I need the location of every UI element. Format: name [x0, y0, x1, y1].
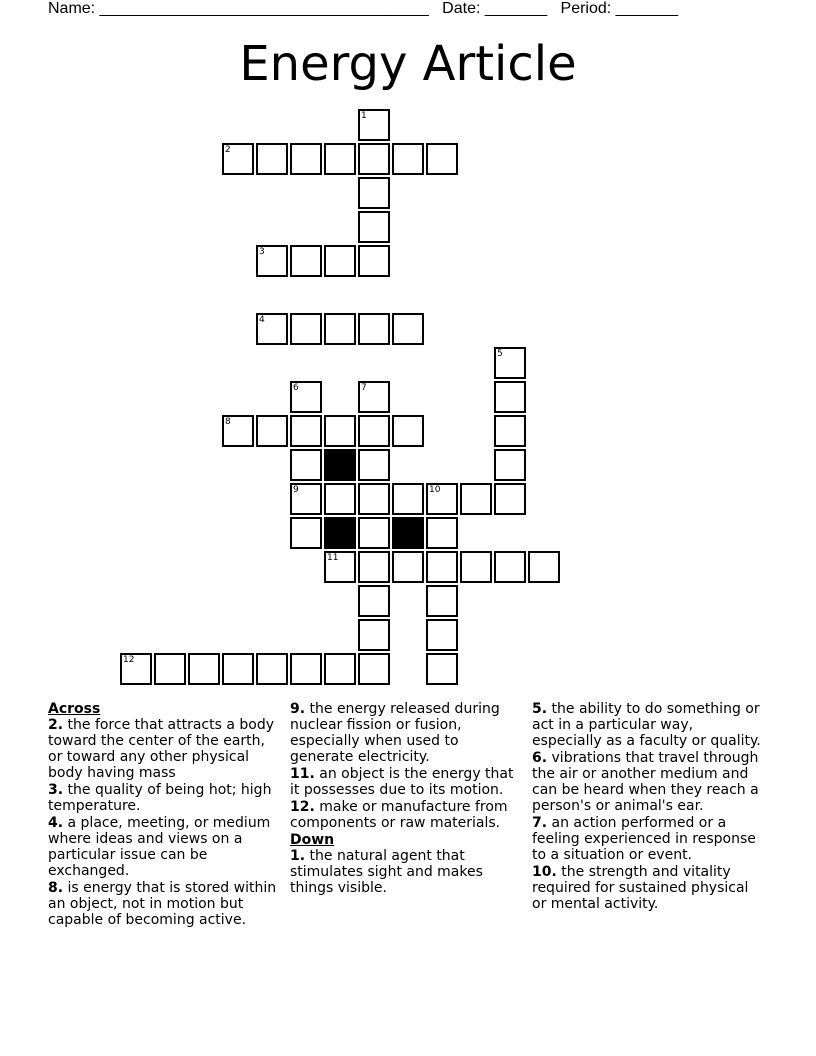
clue-number: 11: [327, 553, 339, 563]
crossword-cell[interactable]: [528, 551, 560, 583]
clue-down-5: 5. the ability to do something or act in a particular way, especially as a faculty or quality.: [532, 701, 761, 749]
clue-number: 10: [429, 485, 441, 495]
crossword-cell[interactable]: [358, 449, 390, 481]
clue-across-8: 8. is energy that is stored within an object, not in motion but capable of becoming active.: [48, 880, 277, 928]
crossword-cell[interactable]: [222, 143, 254, 175]
crossword-cell[interactable]: [324, 143, 356, 175]
crossword-cell[interactable]: [324, 551, 356, 583]
clue-across-11: 11. an object is the energy that it possesses due to its motion.: [290, 766, 514, 798]
clue-across-3: 3. the quality of being hot; high temperature.: [48, 782, 272, 814]
crossword-cell[interactable]: [290, 415, 322, 447]
crossword-cell[interactable]: [358, 619, 390, 651]
crossword-cell[interactable]: [392, 551, 424, 583]
crossword-cell[interactable]: [358, 143, 390, 175]
crossword-cell[interactable]: [358, 381, 390, 413]
crossword-cell[interactable]: [358, 177, 390, 209]
crossword-cell[interactable]: [494, 551, 526, 583]
clue-across-4: 4. a place, meeting, or medium where ideas and views on a particular issue can be exchanged.: [48, 815, 271, 879]
crossword-cell[interactable]: [154, 653, 186, 685]
name-label: Name:: [48, 0, 96, 17]
crossword-cell[interactable]: [358, 585, 390, 617]
page-title: Energy Article: [239, 36, 577, 92]
crossword-cell[interactable]: [256, 143, 288, 175]
crossword-cell[interactable]: [392, 313, 424, 345]
clue-number: 5: [497, 349, 503, 359]
crossword-cell[interactable]: [290, 449, 322, 481]
crossword-cell[interactable]: [426, 143, 458, 175]
black-square: [324, 517, 356, 549]
clue-number: 6: [293, 383, 299, 393]
clue-down-10: 10. the strength and vitality required for sustained physical or mental activity.: [532, 864, 749, 912]
clue-number: 12: [123, 655, 135, 665]
period-label: Period:: [560, 0, 612, 17]
crossword-cell[interactable]: [494, 347, 526, 379]
clues-column-2: [290, 701, 522, 897]
crossword-cell[interactable]: [358, 313, 390, 345]
crossword-cell[interactable]: [358, 551, 390, 583]
clue-across-2: 2. the force that attracts a body toward the center of the earth, or toward any other physical body having mass: [48, 717, 275, 781]
clue-down-6: 6. vibrations that travel through the air or another medium and can be heard when they reach a person's or animal's ear.: [532, 750, 759, 814]
clue-number: 3: [259, 247, 265, 257]
crossword-cell[interactable]: [426, 483, 458, 515]
crossword-cell[interactable]: [426, 585, 458, 617]
clue-number: 1: [361, 111, 367, 121]
crossword-cell[interactable]: [324, 415, 356, 447]
clue-down-1: 1. the natural agent that stimulates sight and makes things visible.: [290, 848, 483, 896]
crossword-cell[interactable]: [290, 245, 322, 277]
crossword-cell[interactable]: [324, 313, 356, 345]
crossword-cell[interactable]: [256, 415, 288, 447]
crossword-cell[interactable]: [358, 211, 390, 243]
clues-column-3: [532, 701, 764, 913]
clue-across-9: 9. the energy released during nuclear fission or fusion, especially when used to generate electricity.: [290, 701, 500, 765]
crossword-cell[interactable]: [358, 483, 390, 515]
crossword-cell[interactable]: [460, 551, 492, 583]
crossword-cell[interactable]: [426, 551, 458, 583]
crossword-cell[interactable]: [494, 381, 526, 413]
crossword-cell[interactable]: [358, 415, 390, 447]
crossword-cell[interactable]: [120, 653, 152, 685]
date-label: Date:: [442, 0, 481, 17]
crossword-cell[interactable]: [392, 483, 424, 515]
crossword-cell[interactable]: [290, 381, 322, 413]
crossword-cell[interactable]: [358, 517, 390, 549]
crossword-cell[interactable]: [494, 483, 526, 515]
crossword-cell[interactable]: [392, 143, 424, 175]
clue-across-12: 12. make or manufacture from components or raw materials.: [290, 799, 508, 831]
crossword-cell[interactable]: [426, 517, 458, 549]
clue-number: 8: [225, 417, 231, 427]
crossword-cell[interactable]: [494, 415, 526, 447]
crossword-cell[interactable]: [358, 109, 390, 141]
black-square: [392, 517, 424, 549]
clue-down-7: 7. an action performed or a feeling experienced in response to a situation or event.: [532, 815, 756, 863]
crossword-cell[interactable]: [290, 517, 322, 549]
name-blank[interactable]: _____________________________________: [99, 0, 429, 17]
across-heading: Across: [48, 701, 101, 717]
clue-number: 2: [225, 145, 231, 155]
crossword-cell[interactable]: [256, 245, 288, 277]
down-heading: Down: [290, 832, 335, 848]
clues-column-1: [48, 701, 280, 929]
date-blank[interactable]: _______: [484, 0, 548, 17]
crossword-cell[interactable]: [256, 313, 288, 345]
crossword-cell[interactable]: [494, 449, 526, 481]
crossword-cell[interactable]: [324, 653, 356, 685]
crossword-cell[interactable]: [290, 653, 322, 685]
crossword-cell[interactable]: [324, 245, 356, 277]
crossword-cell[interactable]: [290, 483, 322, 515]
crossword-cell[interactable]: [222, 415, 254, 447]
crossword-cell[interactable]: [426, 619, 458, 651]
crossword-cell[interactable]: [460, 483, 492, 515]
crossword-cell[interactable]: [358, 653, 390, 685]
crossword-cell[interactable]: [324, 483, 356, 515]
crossword-cell[interactable]: [290, 143, 322, 175]
crossword-cell[interactable]: [392, 415, 424, 447]
clue-number: 4: [259, 315, 265, 325]
clue-number: 7: [361, 383, 367, 393]
crossword-cell[interactable]: [290, 313, 322, 345]
clue-number: 9: [293, 485, 299, 495]
crossword-cell[interactable]: [222, 653, 254, 685]
period-blank[interactable]: _______: [615, 0, 678, 17]
crossword-cell[interactable]: [256, 653, 288, 685]
crossword-cell[interactable]: [426, 653, 458, 685]
crossword-cell[interactable]: [358, 245, 390, 277]
black-square: [324, 449, 356, 481]
crossword-cell[interactable]: [188, 653, 220, 685]
